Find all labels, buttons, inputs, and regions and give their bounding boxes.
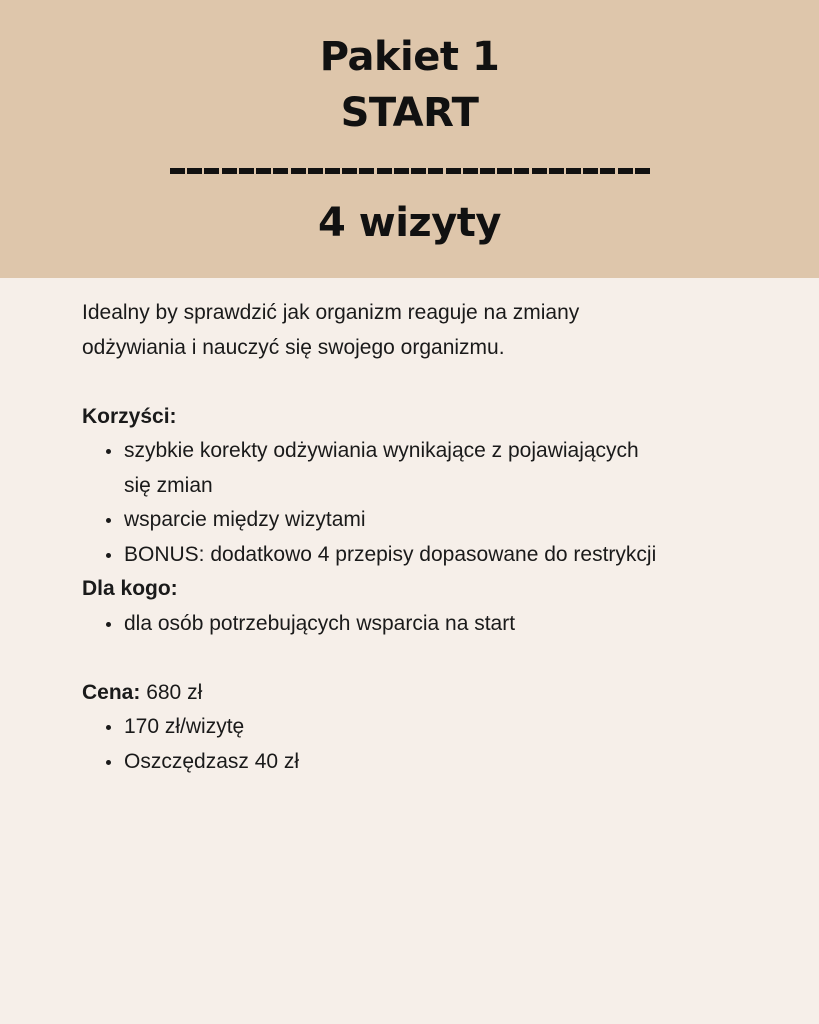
benefits-label: Korzyści:: [82, 404, 177, 428]
visit-count: 4 wizyty: [318, 200, 501, 246]
price-value: 680 zł: [140, 680, 203, 704]
price-details-list: [82, 710, 762, 779]
intro-text: [82, 296, 762, 365]
price-line: [82, 676, 762, 711]
list-item: 170 zł/wizytę: [124, 710, 762, 745]
list-item: szybkie korekty odżywiania wynikające z pojawiających się zmian: [124, 434, 762, 503]
package-name: START: [340, 90, 479, 136]
package-details: [82, 296, 762, 779]
benefits-list: [82, 434, 762, 572]
list-item: wsparcie między wizytami: [124, 503, 762, 538]
list-item: BONUS: dodatkowo 4 przepisy dopasowane do restrykcji: [124, 538, 762, 573]
audience-label: Dla kogo:: [82, 577, 178, 600]
audience-list: [82, 607, 762, 642]
price-label: Cena:: [82, 680, 141, 704]
list-item: Oszczędzasz 40 zł: [124, 745, 762, 780]
package-title: Pakiet 1: [319, 34, 500, 80]
package-header: [0, 0, 819, 278]
dashed-separator: [170, 168, 650, 176]
intro-line: odżywiania i nauczyć się swojego organizmu.: [82, 335, 505, 359]
list-item: dla osób potrzebujących wsparcia na start: [124, 607, 762, 642]
intro-line: Idealny by sprawdzić jak organizm reaguje na zmiany: [82, 301, 580, 324]
